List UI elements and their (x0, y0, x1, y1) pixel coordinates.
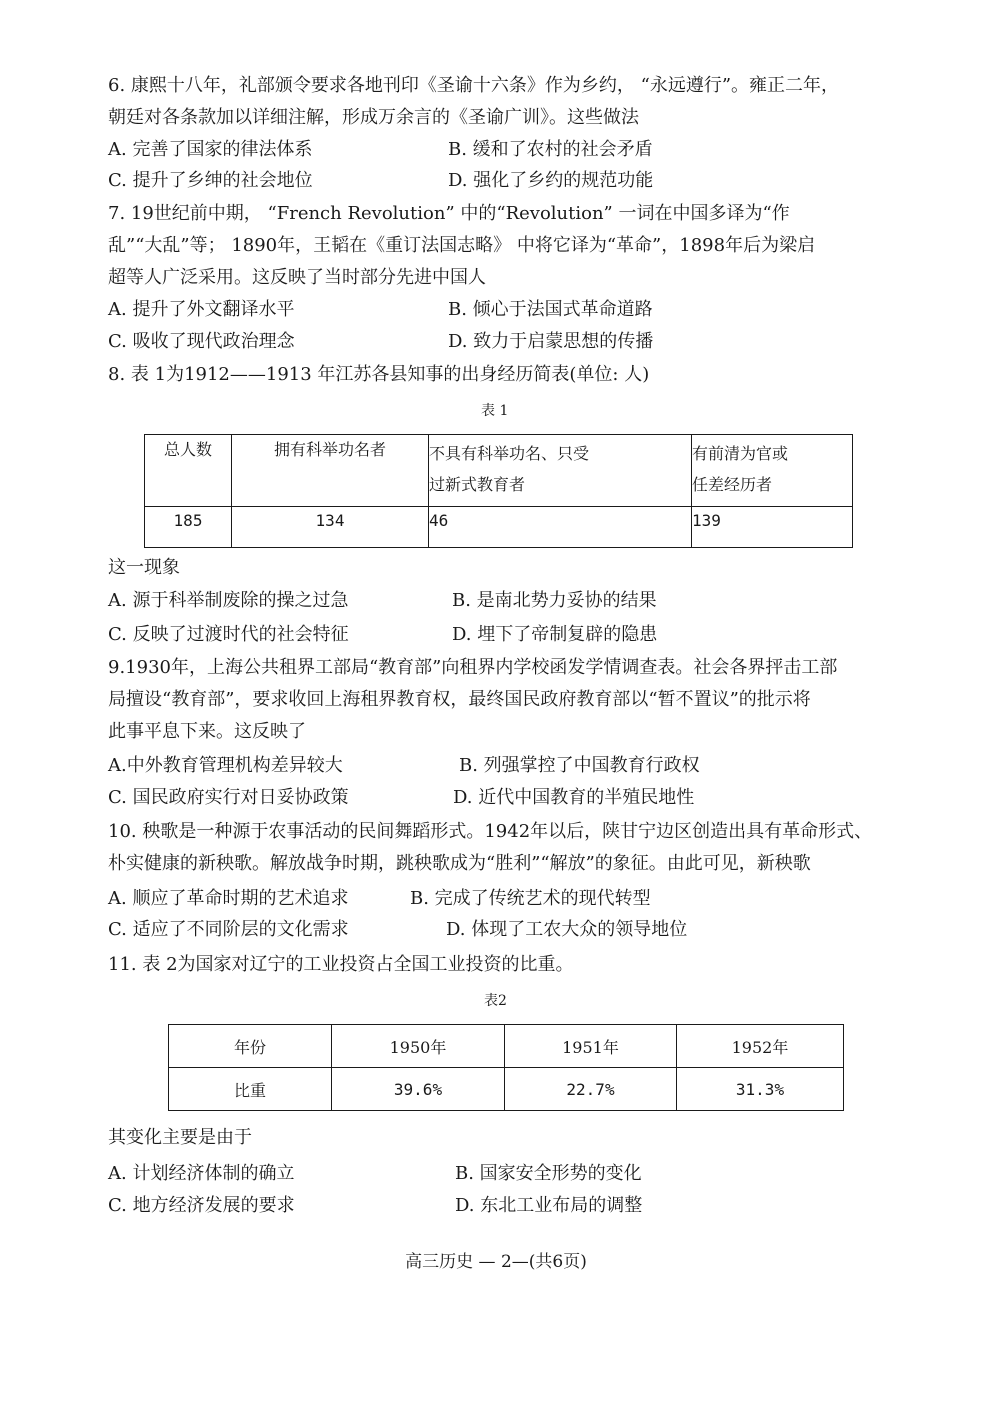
table1-header-exam: 拥有科举功名者 (232, 435, 429, 507)
q7-option-c: C. 吸收了现代政治理念 (108, 331, 295, 352)
table2 (168, 1024, 844, 1111)
table1-value-total: 185 (145, 507, 232, 548)
table2-caption: 表2 (484, 993, 507, 1009)
q6-option-b: B. 缓和了农村的社会矛盾 (448, 139, 653, 160)
q8-option-b: B. 是南北势力妥协的结果 (452, 590, 657, 611)
table1-header-newedu-line2: 过新式教育者 (429, 475, 526, 494)
table1-header-newedu (429, 435, 692, 507)
table2-header-1950: 1950年 (332, 1025, 505, 1068)
q6-stem-line1: 6. 康熙十八年，礼部颁令要求各地刊印《圣谕十六条》作为乡约， “永远遵行”。雍正二年， (108, 75, 840, 96)
table1-header-official-line2: 任差经历者 (692, 475, 773, 494)
q6-option-a: A. 完善了国家的律法体系 (108, 139, 313, 160)
table1-value-exam: 134 (232, 507, 429, 548)
q7-option-b: B. 倾心于法国式革命道路 (448, 299, 653, 320)
table1-value-newedu: 46 (429, 507, 692, 548)
q9-option-b: B. 列强掌控了中国教育行政权 (459, 755, 700, 776)
table2-label-share: 比重 (169, 1068, 332, 1111)
q10-stem-line2: 朴实健康的新秧歌。解放战争时期，跳秧歌成为“胜利”“解放”的象征。由此可见，新秧歌 (108, 853, 811, 874)
table2-value-1951: 22.7% (505, 1068, 677, 1111)
table1-header-total: 总人数 (145, 435, 232, 507)
table1-caption: 表 1 (481, 403, 509, 419)
q11-stem-line2: 其变化主要是由于 (108, 1127, 252, 1148)
q8-option-c: C. 反映了过渡时代的社会特征 (108, 624, 349, 645)
q10-option-a: A. 顺应了革命时期的艺术追求 (108, 888, 349, 909)
q9-option-c: C. 国民政府实行对日妥协政策 (108, 787, 349, 808)
table1-header-newedu-line1: 不具有科举功名、只受 (429, 444, 590, 463)
q8-option-a: A. 源于科举制废除的操之过急 (108, 590, 349, 611)
q11-option-a: A. 计划经济体制的确立 (108, 1163, 295, 1184)
table1 (144, 434, 853, 548)
q7-option-d: D. 致力于启蒙思想的传播 (448, 331, 654, 352)
table2-header-1952: 1952年 (677, 1025, 844, 1068)
q9-stem-line3: 此事平息下来。这反映了 (108, 721, 306, 742)
table1-value-official: 139 (692, 507, 853, 548)
q9-option-a: A.中外教育管理机构差异较大 (108, 755, 343, 776)
q9-stem-line1: 9.1930年，上海公共租界工部局“教育部”向租界内学校函发学情调查表。社会各界抨击工部 (108, 657, 838, 678)
table2-header-year: 年份 (169, 1025, 332, 1068)
q7-option-a: A. 提升了外文翻译水平 (108, 299, 295, 320)
q6-option-c: C. 提升了乡绅的社会地位 (108, 170, 313, 191)
q11-option-c: C. 地方经济发展的要求 (108, 1195, 295, 1216)
q6-stem-line2: 朝廷对各条款加以详细注解，形成万余言的《圣谕广训》。这些做法 (108, 107, 639, 128)
q8-stem-line2: 这一现象 (108, 557, 180, 578)
q7-stem-line1: 7. 19世纪前中期， “French Revolution” 中的“Revolution” 一词在中国多译为“作 (108, 203, 790, 224)
q10-option-c: C. 适应了不同阶层的文化需求 (108, 919, 349, 940)
table2-header-1951: 1951年 (505, 1025, 677, 1068)
q10-stem-line1: 10. 秧歌是一种源于农事活动的民间舞蹈形式。1942年以后，陕甘宁边区创造出具有革命形式、 (108, 821, 873, 842)
q8-stem-line1: 8. 表 1为1912——1913 年江苏各县知事的出身经历简表(单位: 人) (108, 364, 650, 385)
q10-option-d: D. 体现了工农大众的领导地位 (446, 919, 688, 940)
q7-stem-line3: 超等人广泛采用。这反映了当时部分先进中国人 (108, 267, 486, 288)
page-footer: 高三历史 — 2—(共6页) (405, 1252, 587, 1272)
q9-option-d: D. 近代中国教育的半殖民地性 (453, 787, 695, 808)
q6-option-d: D. 强化了乡约的规范功能 (448, 170, 654, 191)
q11-option-d: D. 东北工业布局的调整 (455, 1195, 643, 1216)
table2-value-1952: 31.3% (677, 1068, 844, 1111)
table1-header-official-line1: 有前清为官或 (692, 444, 789, 463)
q7-stem-line2: 乱”“大乱”等； 1890年，王韬在《重订法国志略》 中将它译为“革命”，1898年后为梁启 (108, 235, 816, 256)
q10-option-b: B. 完成了传统艺术的现代转型 (410, 888, 651, 909)
q11-option-b: B. 国家安全形势的变化 (455, 1163, 642, 1184)
table1-header-official (692, 435, 853, 507)
q8-option-d: D. 埋下了帝制复辟的隐患 (452, 624, 658, 645)
q9-stem-line2: 局擅设“教育部”，要求收回上海租界教育权，最终国民政府教育部以“暂不置议”的批示将 (108, 689, 811, 710)
table2-value-1950: 39.6% (332, 1068, 505, 1111)
q11-stem-line1: 11. 表 2为国家对辽宁的工业投资占全国工业投资的比重。 (108, 954, 574, 975)
